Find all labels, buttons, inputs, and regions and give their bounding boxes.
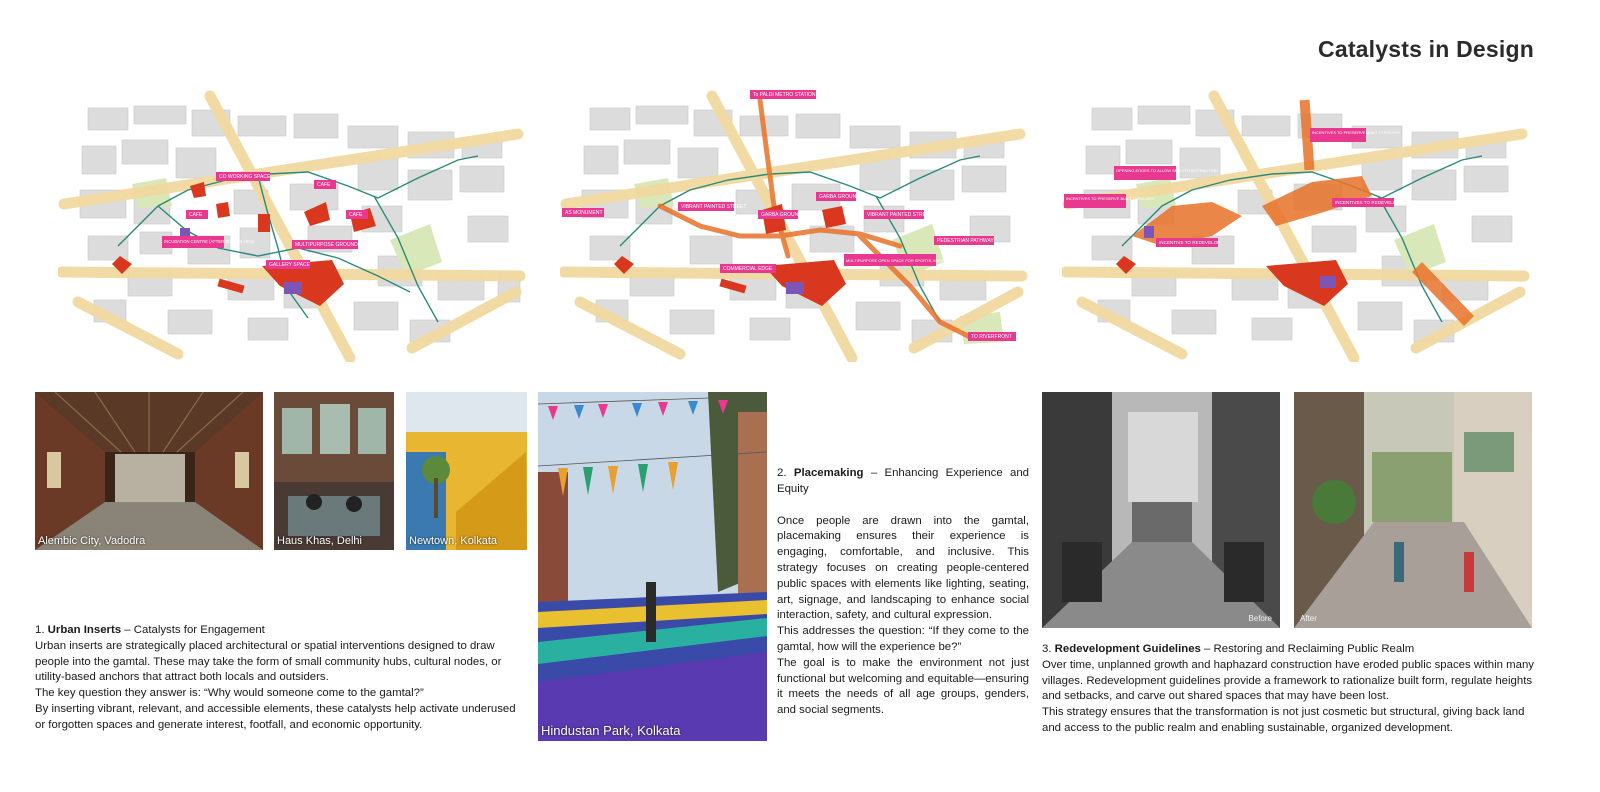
section-redevelopment	[1042, 642, 1534, 737]
photo-alembic-city	[35, 392, 263, 550]
section-heading: 1. Urban Inserts – Catalysts for Engagement	[35, 624, 265, 636]
redevelopment-map	[1062, 86, 1540, 362]
map-label: INCENTIVES TO PRESERVE BUILT TYPOLOGY	[1066, 196, 1155, 201]
map-label: PEDESTRIAN PATHWAY	[937, 238, 994, 244]
map-label: OPENING EDGES TO ALLOW SMOOTH INTERACTION	[1116, 168, 1218, 173]
map-label: CAFE	[317, 182, 331, 188]
map-label: INCENTIVES TO REDEVELOP	[1335, 200, 1400, 205]
photo-caption: Hindustan Park, Kolkata	[541, 723, 681, 738]
map-label: INCENTIVE TO REDEVELOP	[1159, 240, 1221, 245]
photo-after	[1294, 392, 1532, 628]
map-label: COMMERCIAL EDGE	[723, 266, 773, 272]
photo-tag: After	[1300, 614, 1317, 623]
map-label: GARBA GROUND	[819, 194, 860, 200]
placemaking-map	[560, 86, 1038, 362]
section-heading: 3. Redevelopment Guidelines – Restoring and Reclaiming Public Realm	[1042, 643, 1415, 655]
page-title: Catalysts in Design	[1318, 36, 1534, 62]
section-paragraph: Over time, unplanned growth and haphazard construction have eroded public spaces within many villages. Redevelopment guidelines provide a framework to rationalize built form, regulate heights and setbacks, and carve out shared spaces that may have been lost.	[1042, 658, 1534, 703]
map-label: GARBA GROUND	[761, 212, 802, 218]
section-paragraph: This addresses the question: “If they come to the gamtal, how will the experience be?”	[777, 625, 1029, 653]
photo-haus-khas	[274, 392, 394, 550]
map-label: GALLERY SPACE	[269, 262, 310, 268]
map-label: CAFE	[349, 212, 363, 218]
map-label: MULTIPURPOSE OPEN SPACE FOR SPORTS, MARKET, EXHIBITION SPACE	[846, 258, 989, 263]
urban-inserts-map	[58, 86, 536, 362]
section-placemaking	[777, 466, 1029, 719]
photo-caption: Haus Khas, Delhi	[277, 535, 362, 547]
section-urban-inserts	[35, 623, 527, 734]
section-paragraph: Urban inserts are strategically placed architectural or spatial interventions designed to draw people into the gamtal. These may take the form of small community hubs, cultural nodes, or utility-based anchors that attract both locals and outsiders.	[35, 639, 502, 684]
purple-blocks	[786, 282, 804, 294]
map-label: TO RIVERFRONT	[971, 334, 1012, 340]
photo-newtown	[406, 392, 527, 550]
section-paragraph: Once people are drawn into the gamtal, placemaking ensures their experience is engaging, comfortable, and inclusive. This strategy focuses on creating people-centered public spaces with elements like lighting, seating, art, signage, and landscaping to enhance social interaction, safety, and cultural expression.	[777, 514, 1029, 622]
map-label: CAFE	[189, 212, 203, 218]
map-label: MULTIPURPOSE GROUND	[295, 242, 358, 248]
section-paragraph: By inserting vibrant, relevant, and accessible elements, these catalysts help activate underused or forgotten spaces and generate interest, footfall, and economic opportunity.	[35, 702, 516, 731]
map-label: CO WORKING SPACE	[219, 174, 271, 180]
photo-caption: Newtown, Kolkata	[409, 535, 498, 547]
section-paragraph: The goal is to make the environment not just functional but welcoming and equitable—ensuring it meets the needs of all age groups, genders, and social segments.	[777, 656, 1029, 717]
map-label: VIBRANT PAINTED STREET	[867, 212, 933, 218]
map-label: To PALDI METRO STATION	[753, 92, 816, 98]
section-paragraph: The key question they answer is: “Why would someone come to the gamtal?”	[35, 687, 424, 700]
map-label: INCUBATION CENTRE (AFTER SCHOOL HRS)	[164, 239, 255, 244]
photo-before	[1042, 392, 1280, 628]
map-label: INCENTIVES TO PRESERVE BUILT TYPOLOGY	[1312, 130, 1401, 135]
map-label: VIBRANT PAINTED STREET	[681, 204, 747, 210]
photo-hindustan-park	[538, 392, 767, 741]
map-label: AS MONUMENT	[565, 210, 603, 216]
photo-tag: Before	[1248, 614, 1272, 623]
section-paragraph: This strategy ensures that the transformation is not just cosmetic but structural, giving back land and access to the public realm and enabling sustainable, organized development.	[1042, 706, 1525, 734]
photo-caption: Alembic City, Vadodra	[38, 535, 146, 547]
section-heading: 2. Placemaking – Enhancing Experience and Equity	[777, 467, 1029, 495]
